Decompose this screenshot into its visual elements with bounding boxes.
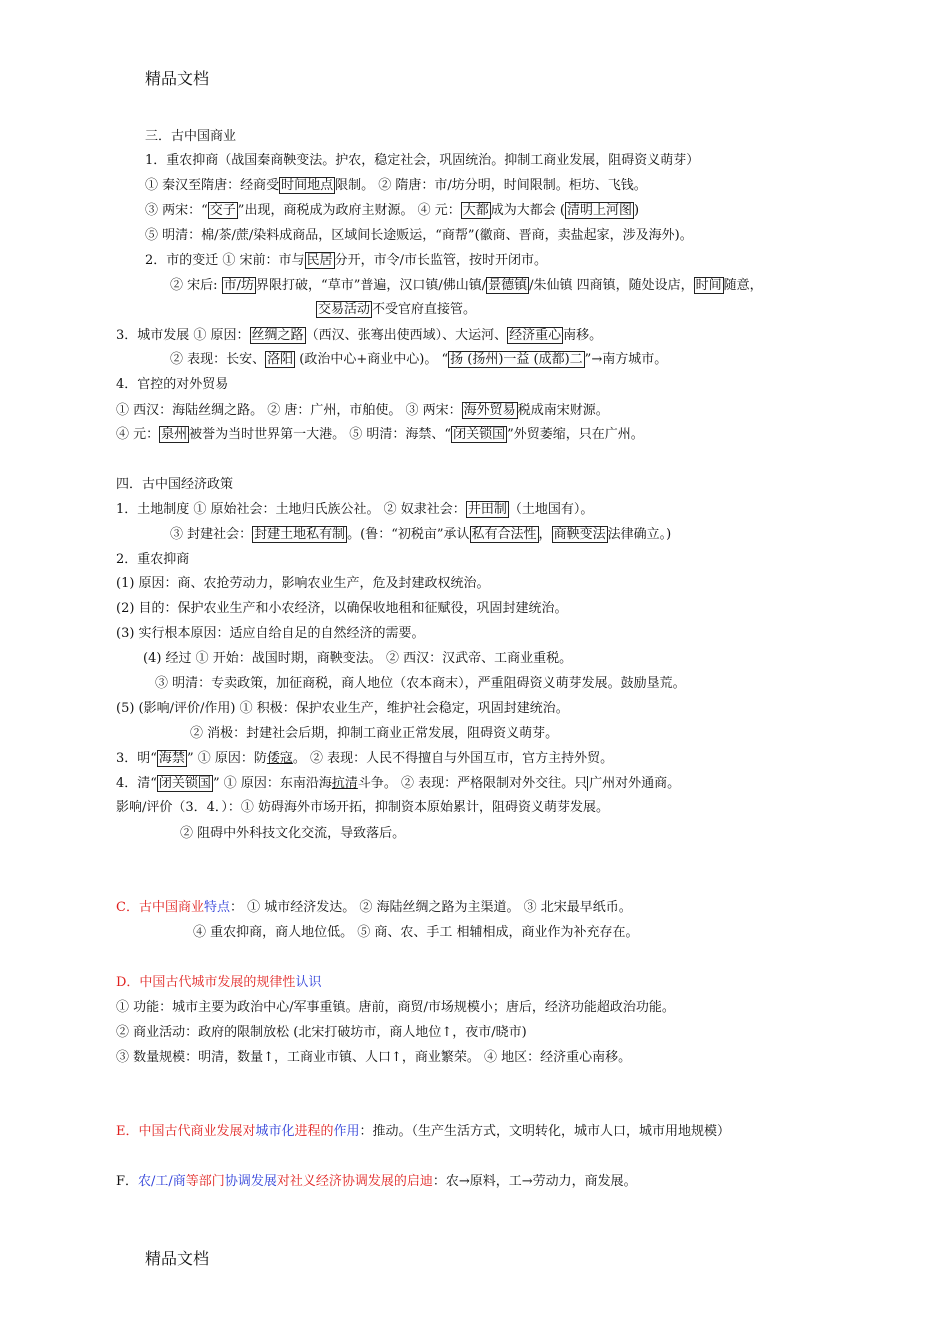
c-line2: ④ 重农抑商，商人地位低。 ⑤ 商、农、手工 相辅相成，商业作为补充存在。: [193, 925, 639, 940]
s4-line4: (1) 原因：商、农抢劳动力，影响农业生产，危及封建政权统治。: [116, 576, 490, 591]
s4-line3: 2．重农抑商: [116, 552, 190, 567]
s3-line7: 交易活动 不受官府直接管。: [318, 302, 477, 317]
s4-line5: (2) 目的：保护农业生产和小农经济，以确保收地租和征赋役，巩固封建统治。: [116, 601, 568, 616]
s3-line1: 1．重农抑商（战国秦商鞅变法。护农，稳定社会，巩固统治。抑制工商业发展，阻碍资义萌芽）: [145, 153, 700, 168]
d-line2: ② 商业活动：政府的限制放松 (北宋打破坊市，商人地位↑，夜市/晓市): [116, 1025, 527, 1040]
section4-title: 四．古中国经济政策: [116, 477, 234, 492]
s3-line11: ① 西汉：海陆丝绸之路。 ② 唐：广州，市舶使。 ③ 两宋： 海外贸易 税成南宋财源。: [116, 403, 609, 418]
s4-line6: (3) 实行根本原因：适应自给自足的自然经济的需要。: [116, 626, 425, 641]
s4-line10: ② 消极：封建社会后期，抑制工商业正常发展，阻碍资义萌芽。: [190, 726, 559, 741]
s3-line10: 4．官控的对外贸易: [116, 377, 229, 392]
d-line3: ③ 数量规模：明清，数量↑，工商业市镇、人口↑，商业繁荣。 ④ 地区：经济重心南移。: [116, 1050, 632, 1065]
d-line1: ① 功能：城市主要为政治中心/军事重镇。唐前，商贸/市场规模小；唐后，经济功能超政治功能。: [116, 1000, 675, 1015]
s3-line3: ③ 两宋：“ 交子 ”出现，商税成为政府主财源。 ④ 元： 大都 成为大都会 ( 清明上河图 ): [145, 203, 640, 218]
page-footer: 精品文档: [145, 1249, 210, 1268]
s3-line6: ② 宋后: 市/坊 界限打破，“草市”普遍，汉口镇/佛山镇/ 景德镇 /朱仙镇 四商镇，随处设店， 时间 随意，: [170, 278, 763, 293]
s4-line11: 3．明“ 海禁 ” ① 原因：防倭寇。 ② 表现：人民不得擅自与外国互市，官方主持外贸。: [116, 751, 614, 766]
s4-line13: 影响/评价（3．4．）：① 妨碍海外市场开拓，抑制资本原始累计，阻碍资义萌芽发展。: [116, 800, 610, 815]
c-line1: C．古中国商业特点： ① 城市经济发达。 ② 海陆丝绸之路为主渠道。 ③ 北宋最早纸币。: [116, 900, 632, 915]
s4-line14: ② 阻碍中外科技文化交流，导致落后。: [180, 826, 406, 841]
s4-line9: (5) (影响/评价/作用) ① 积极：保护农业生产，维护社会稳定，巩固封建统治。: [116, 701, 569, 716]
s3-line2: ① 秦汉至隋唐：经商受 时间地点 限制。 ② 隋唐：市/坊分明，时间限制。柜坊、飞钱。: [145, 178, 647, 193]
s3-line12: ④ 元： 泉州 被誉为当时世界第一大港。 ⑤ 明清：海禁、“ 闭关锁国 ”外贸萎缩，只在广州。: [116, 427, 644, 442]
d-title: D．中国古代城市发展的规律性认识: [116, 975, 322, 990]
s3-line5: 2．市的变迁 ① 宋前：市与 民居 分开，市令/市长监管，按时开闭市。: [145, 253, 547, 268]
e-line: E．中国古代商业发展对城市化进程的作用：推动。（生产生活方式，文明转化，城市人口，城市用地规模）: [116, 1124, 731, 1139]
s4-line12: 4．清“ 闭关锁国 ” ① 原因：东南沿海抗清斗争。 ② 表现：严格限制对外交往。只 广州对外通商。: [116, 776, 681, 791]
s3-line8: 3．城市发展 ① 原因： 丝绸之路 （西汉、张骞出使西域）、大运河、 经济重心 南移。: [116, 328, 603, 343]
f-line: F．农/工/商等部门协调发展对社义经济协调发展的启迪：农→原料，工→劳动力，商发展。: [116, 1174, 637, 1189]
section3-title: 三．古中国商业: [145, 129, 237, 144]
s4-line2: ③ 封建社会： 封建土地私有制 。(鲁：“初税亩”承认 私有合法性 ， 商鞅变法 法律确立。): [170, 527, 672, 542]
s3-line9: ② 表现：长安、 洛阳 (政治中心+商业中心)。 “ 扬 (扬州)一益 (成都)二 ”→南方城市。: [170, 352, 668, 367]
s4-line1: 1．土地制度 ① 原始社会：土地归氏族公社。 ② 奴隶社会： 井田制 （土地国有）。: [116, 502, 594, 517]
s4-line8: ③ 明清：专卖政策，加征商税，商人地位（农本商末），严重阻碍资义萌芽发展。鼓励垦荒。: [155, 676, 686, 691]
page-header: 精品文档: [145, 69, 210, 88]
s4-line7: (4) 经过 ① 开始：战国时期，商鞅变法。 ② 西汉：汉武帝、工商业重税。: [143, 651, 573, 666]
s3-line4: ⑤ 明清：棉/茶/蔗/染料成商品，区域间长途贩运，“商帮”(徽商、晋商，卖盐起家，涉及海外)。: [145, 228, 693, 243]
